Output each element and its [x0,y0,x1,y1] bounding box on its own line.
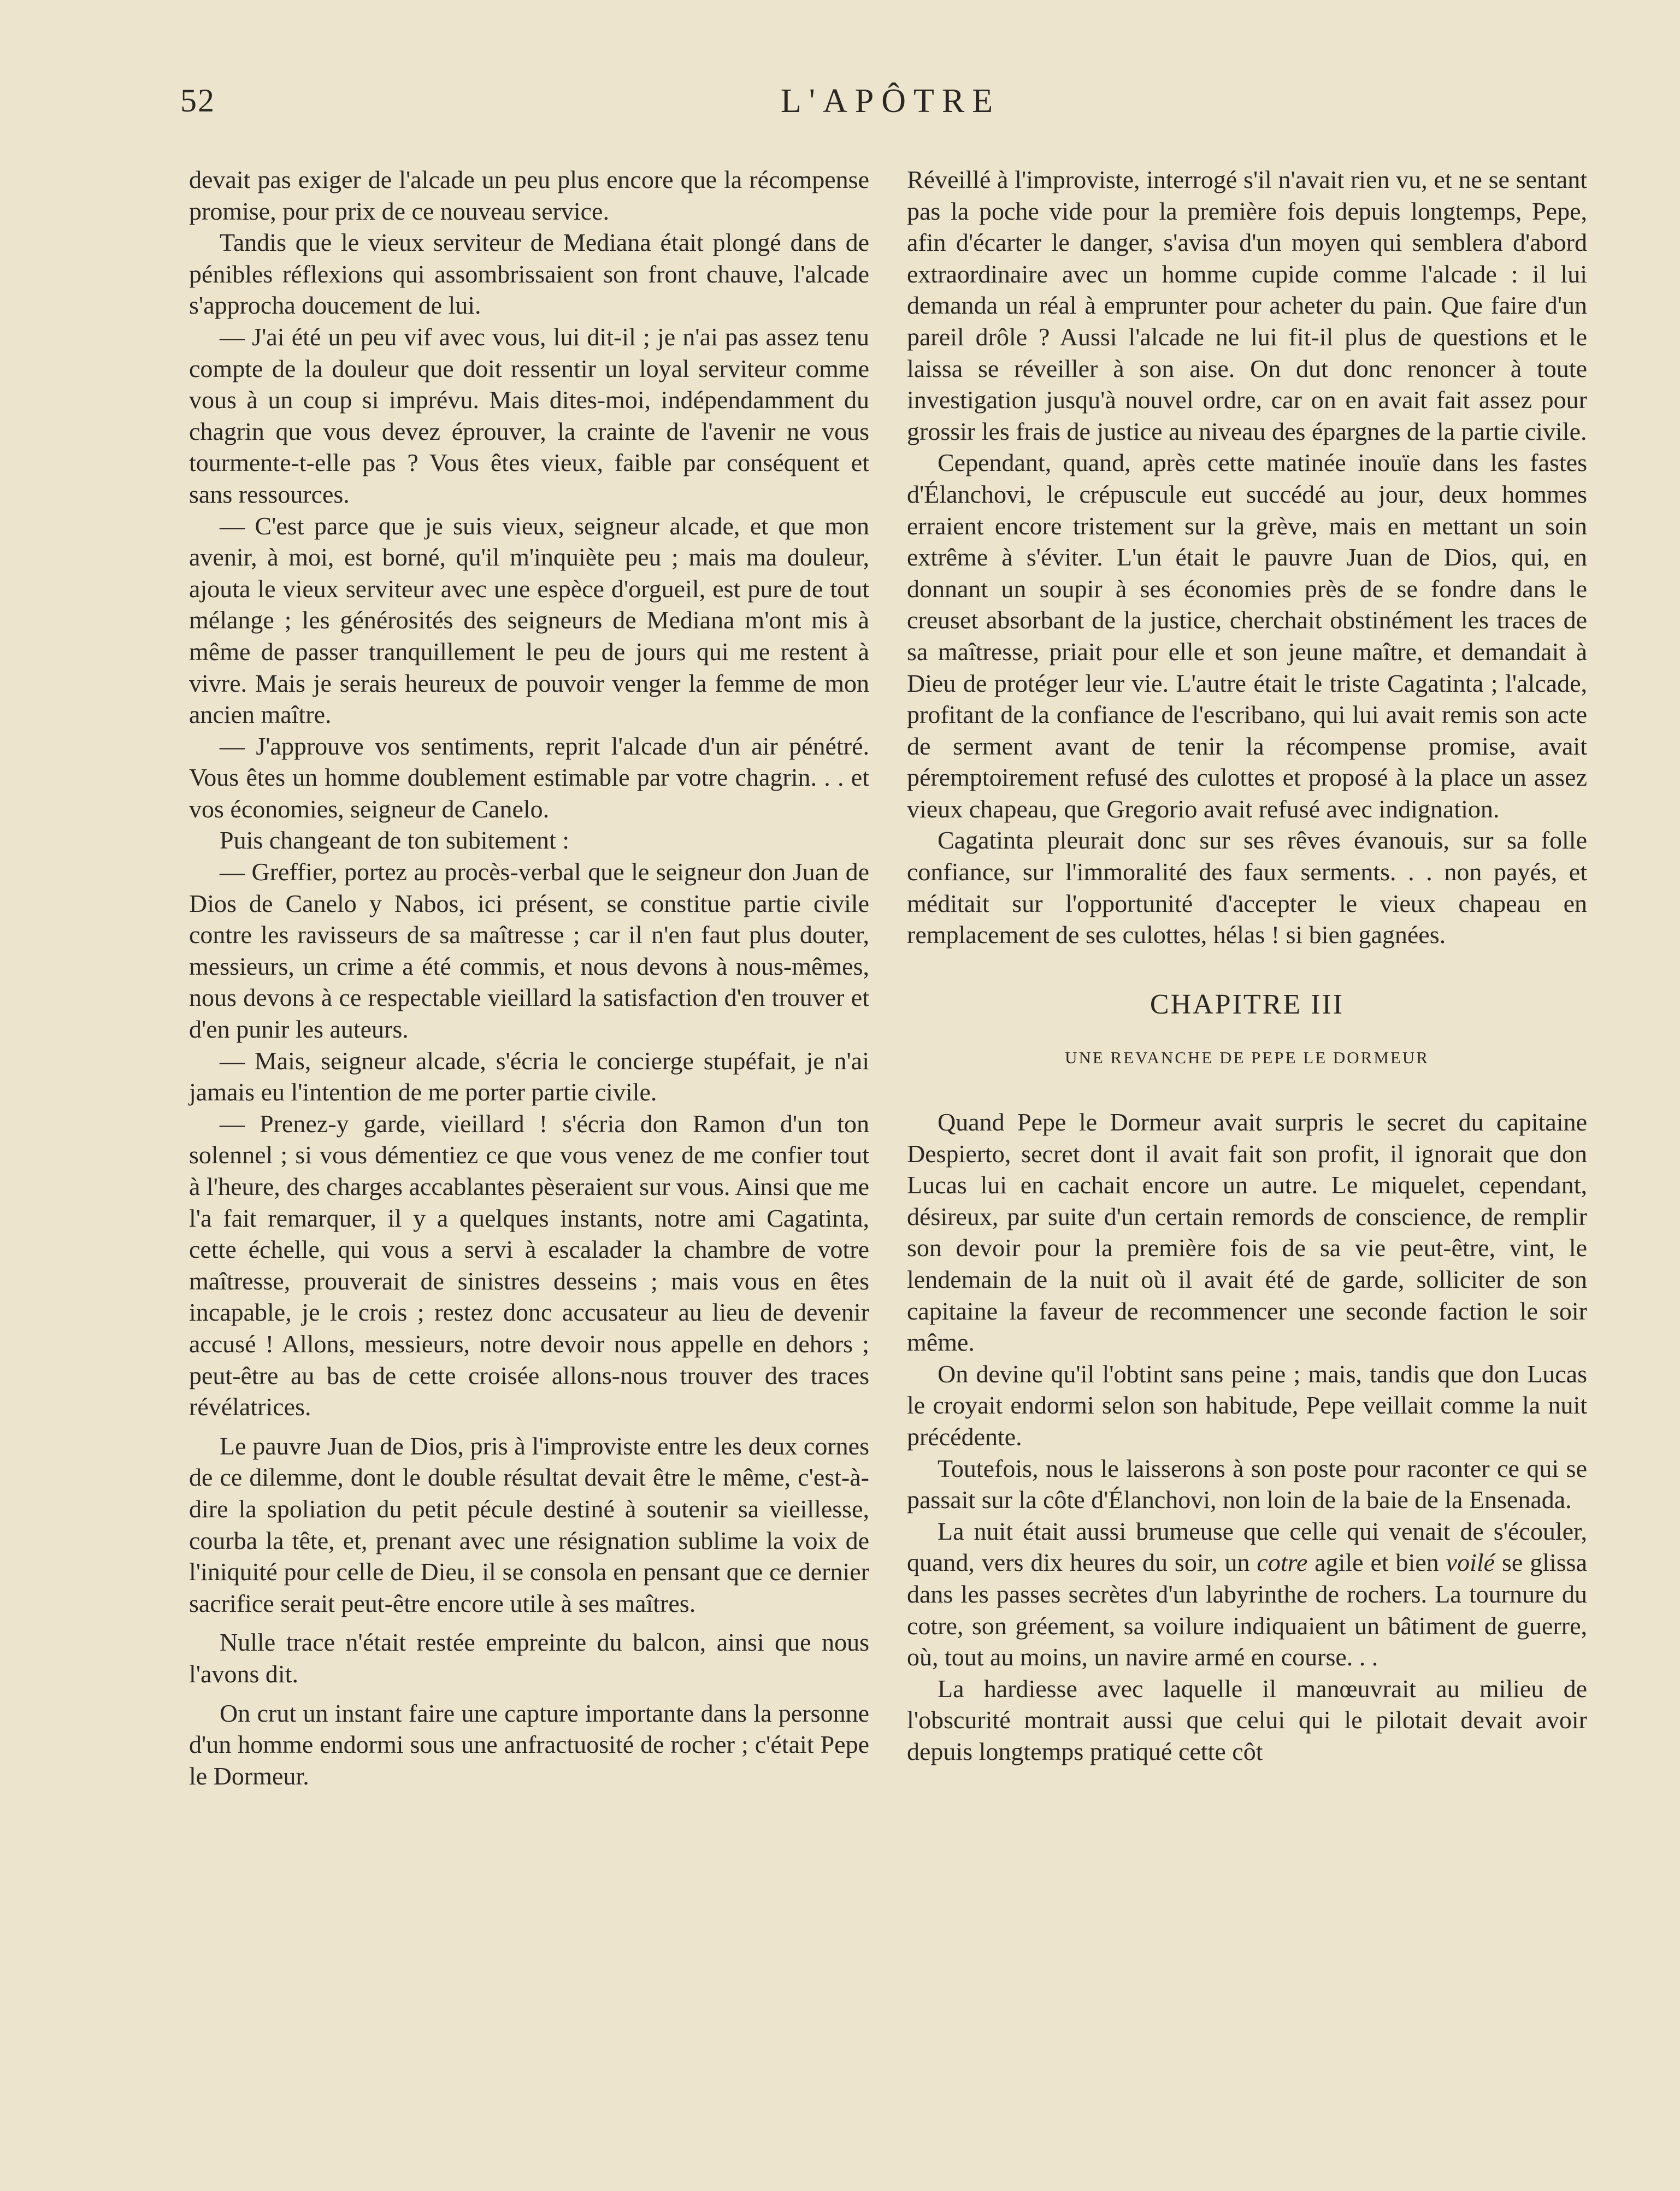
paragraph: — Prenez-y garde, vieillard ! s'écria don Ramon d'un ton solennel ; si vous démentiez ce que vous venez de me confier tout à l'heure, des charges accablantes pèseraient sur vous. Ainsi que me l'a fait remarquer, il y a quelques instants, notre ami Cagatinta, cette échelle, qui vous a servi à escalader la chambre de votre maîtresse, prouverait de sinistres desseins ; mais vous en êtes incapable, je le crois ; restez donc accusateur au lieu de devenir accusé ! Allons, messieurs, notre devoir nous appelle en dehors ; peut-être au bas de cette croisée allons-nous trouver des traces révélatrices. [189,1109,869,1421]
page-header [180,82,1601,131]
paragraph: Cagatinta pleurait donc sur ses rêves évanouis, sur sa folle confiance, sur l'immoralité des faux serments. . . non payés, et méditait sur l'opportunité d'accepter le vieux chapeau en remplacement de ses culottes, hélas ! si bien gagnées. [907,826,1587,949]
text-run: agile et bien [1307,1548,1446,1577]
paragraph: Nulle trace n'était restée empreinte du balcon, ainsi que nous l'avons dit. [189,1628,869,1688]
page-number: 52 [180,83,215,119]
paragraph: devait pas exiger de l'alcade un peu plus encore que la récompense promise, pour prix de ce nouveau service. [189,166,869,225]
paragraph [907,1516,1587,1673]
paragraph: Toutefois, nous le laisserons à son poste pour raconter ce qui se passait sur la côte d'Élanchovi, non loin de la baie de la Ensenada. [907,1454,1587,1514]
paragraph: Réveillé à l'improviste, interrogé s'il n'avait rien vu, et ne se sentant pas la poche vide pour la première fois depuis longtemps, Pepe, afin d'écarter le danger, s'avisa d'un moyen qui semblera d'abord extraordinaire avec un homme cupide comme l'alcade : il lui demanda un réal à emprunter pour acheter du pain. Que faire d'un pareil drôle ? Aussi l'alcade ne lui fit-il plus de questions et le laissa se réveiller à son aise. On dut donc renoncer à toute investigation jusqu'à nouvel ordre, car on en avait fait assez pour grossir les frais de justice au niveau des épargnes de la partie civile. [907,166,1587,445]
paragraph: — J'ai été un peu vif avec vous, lui dit-il ; je n'ai pas assez tenu compte de la douleur que doit ressentir un loyal serviteur comme vous à un coup si imprévu. Mais dites-moi, indépendamment du chagrin que vous devez éprouver, la crainte de l'avenir ne vous tourmente-t-elle pas ? Vous êtes vieux, faible par conséquent et sans ressources. [189,322,869,508]
paragraph: — J'approuve vos sentiments, reprit l'alcade d'un air pénétré. Vous êtes un homme doublement estimable par votre chagrin. . . et vos économies, seigneur de Canelo. [189,732,869,823]
italic-word: cotre [1257,1548,1308,1577]
paragraph: Cependant, quand, après cette matinée inouïe dans les fastes d'Élanchovi, le crépuscule eut succédé au jour, deux hommes erraient encore tristement sur la grève, mais en mettant un soin extrême à s'éviter. L'un était le pauvre Juan de Dios, qui, en donnant un soupir à ses économies près de se fondre dans le creuset absorbant de la justice, cherchait obstinément les traces de sa maîtresse, priait pour elle et son jeune maître, et demandait à Dieu de protéger leur vie. L'autre était le triste Cagatinta ; l'alcade, profitant de la confiance de l'escribano, qui lui avait remis son acte de serment avant de tenir la récompense promise, avait péremptoirement refusé des culottes et proposé à la place un assez vieux chapeau, que Gregorio avait refusé avec indignation. [907,449,1587,823]
running-title: L'APÔTRE [780,83,1001,120]
chapter-subtitle: UNE REVANCHE DE PEPE LE DORMEUR [1065,1048,1429,1068]
paragraph: — C'est parce que je suis vieux, seigneur alcade, et que mon avenir, à moi, est borné, qu'il m'inquiète peu ; mais ma douleur, ajouta le vieux serviteur avec une espèce d'orgueil, est pure de tout mélange ; les générosités des seigneurs de Mediana m'ont mis à même de passer tranquillement le peu de jours qui me restent à vivre. Mais je serais heureux de pouvoir venger la femme de mon ancien maître. [189,511,869,729]
paragraph: Tandis que le vieux serviteur de Mediana était plongé dans de pénibles réflexions qui assombrissaient son front chauve, l'alcade s'approcha doucement de lui. [189,228,869,320]
paragraph: On crut un instant faire une capture importante dans la personne d'un homme endormi sous une anfractuosité de rocher ; c'était Pepe le Dormeur. [189,1699,869,1790]
right-column [907,164,1587,1768]
chapter-title: CHAPITRE III [1150,988,1345,1020]
italic-word: voilé [1446,1548,1495,1577]
paragraph: — Mais, seigneur alcade, s'écria le concierge stupéfait, je n'ai jamais eu l'intention de me porter partie civile. [189,1046,869,1106]
paragraph: Puis changeant de ton subitement : [220,826,570,855]
text-run: se glissa dans les passes secrètes d'un labyrinthe de rochers. La tournure du cotre, son gréement, sa voilure indiquaient un bâtiment de guerre, où, tout au moins, un navire armé en course. . . [907,1548,1587,1671]
left-column [189,164,869,1792]
paragraph: — Greffier, portez au procès-verbal que le seigneur don Juan de Dios de Canelo y Nabos, ici présent, se constitue partie civile contre les ravisseurs de sa maîtresse ; car il n'en faut plus douter, messieurs, un crime a été commis, et nous devons à nous-mêmes, nous devons à ce respectable vieillard la satisfaction d'en trouver et d'en punir les auteurs. [189,858,869,1044]
paragraph: Quand Pepe le Dormeur avait surpris le secret du capitaine Despierto, secret dont il avait fait son profit, il ignorait que don Lucas lui en cachait encore un autre. Le miquelet, cependant, désireux, par suite d'un certain remords de conscience, de remplir son devoir pour la première fois de sa vie peut-être, vint, le lendemain de la nuit où il avait été de garde, solliciter de son capitaine la faveur de recommencer une seconde faction le soir même. [907,1108,1587,1357]
paragraph: On devine qu'il l'obtint sans peine ; mais, tandis que don Lucas le croyait endormi selon son habitude, Pepe veillait comme la nuit précédente. [907,1359,1587,1451]
paragraph: La hardiesse avec laquelle il manœuvrait au milieu de l'obscurité montrait aussi que celui qui le pilotait devait avoir depuis longtemps pratiqué cette côt [907,1674,1587,1765]
paragraph: Le pauvre Juan de Dios, pris à l'improviste entre les deux cornes de ce dilemme, dont le double résultat devait être le même, c'est-à-dire la spoliation du petit pécule destiné à soutenir sa vieillesse, courba la tête, et, prenant avec une résignation sublime la voix de l'iniquité pour celle de Dieu, il se consola en pensant que ce dernier sacrifice serait peut-être encore utile à ses maîtres. [189,1432,869,1617]
text-run: La nuit était aussi brumeuse que celle qui venait de s'écouler, quand, vers dix heures du soir, un [907,1517,1587,1577]
